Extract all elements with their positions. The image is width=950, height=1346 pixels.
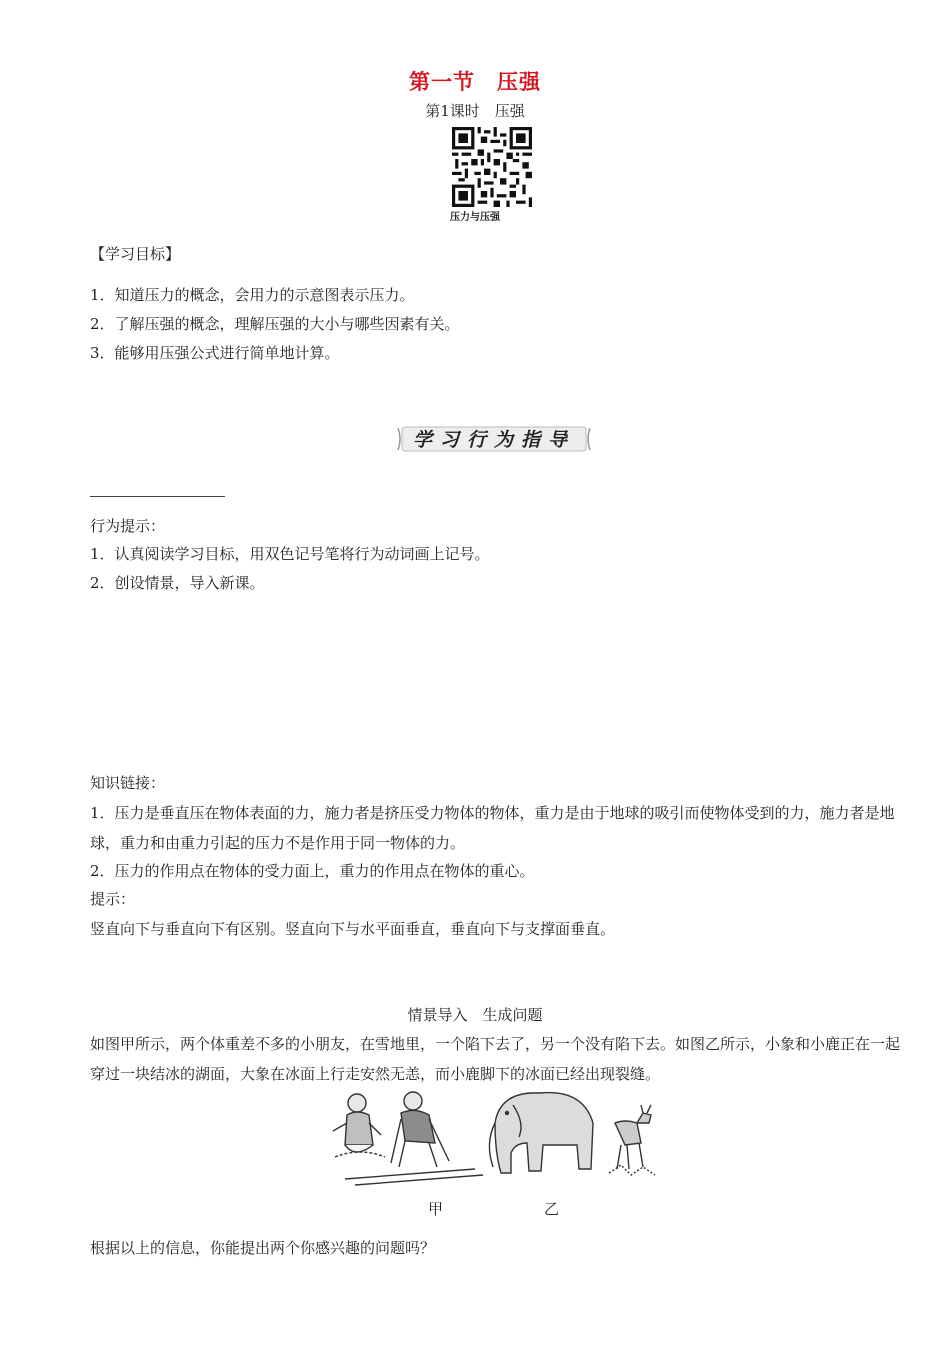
objective-item: 3．能够用压强公式进行简单地计算。	[90, 344, 340, 362]
section-title: 第一节 压强	[409, 69, 541, 94]
banner-char: 为	[494, 429, 514, 451]
behavior-item: 1．认真阅读学习目标，用双色记号笔将行为动词画上记号。	[90, 545, 490, 563]
knowledge-heading: 知识链接：	[90, 774, 166, 792]
qr-caption: 压力与压强	[450, 212, 500, 223]
knowledge-item-1: 1．压力是垂直压在物体表面的力，施力者是挤压受力物体的物体，重力是由于地球的吸引而使物体受到的力，施力者是地球，重力和由重力引起的压力不是作用于同一物体的力。	[90, 804, 895, 852]
scene-question: 根据以上的信息，你能提出两个你感兴趣的问题吗？	[90, 1239, 436, 1257]
banner-char: 学	[413, 429, 433, 451]
banner-char: 行	[467, 429, 487, 451]
objectives-heading: 【学习目标】	[90, 245, 181, 263]
lesson-subtitle: 第1课时 压强	[425, 102, 525, 120]
objective-item: 1．知道压力的概念，会用力的示意图表示压力。	[90, 286, 415, 304]
figure-label-b: 乙	[544, 1200, 560, 1218]
scene-illustration	[325, 1083, 665, 1193]
scene-body: 如图甲所示，两个体重差不多的小朋友，在雪地里，一个陷下去了，另一个没有陷下去。如图乙所示，小象和小鹿正在一起穿过一块结冰的湖面，大象在冰面上行走安然无恙，而小鹿脚下的冰面已经出现裂缝。	[90, 1035, 901, 1083]
behavior-item: 2．创设情景，导入新课。	[90, 574, 265, 592]
qr-code-icon[interactable]	[452, 127, 532, 207]
hint-heading: 提示：	[90, 890, 136, 908]
banner-char: 指	[521, 429, 541, 451]
study-guide-banner	[396, 424, 592, 454]
figure-label-a: 甲	[428, 1200, 444, 1218]
banner-char: 习	[440, 429, 460, 451]
objective-item: 2．了解压强的概念，理解压强的大小与哪些因素有关。	[90, 315, 460, 333]
knowledge-item-2: 2．压力的作用点在物体的受力面上，重力的作用点在物体的重心。	[90, 862, 535, 880]
behavior-heading: 行为提示：	[90, 517, 166, 535]
hint-text: 竖直向下与垂直向下有区别。竖直向下与水平面垂直，垂直向下与支撑面垂直。	[90, 920, 616, 938]
scene-heading: 情景导入 生成问题	[407, 1006, 543, 1024]
banner-char: 导	[548, 429, 568, 451]
divider	[90, 496, 225, 497]
